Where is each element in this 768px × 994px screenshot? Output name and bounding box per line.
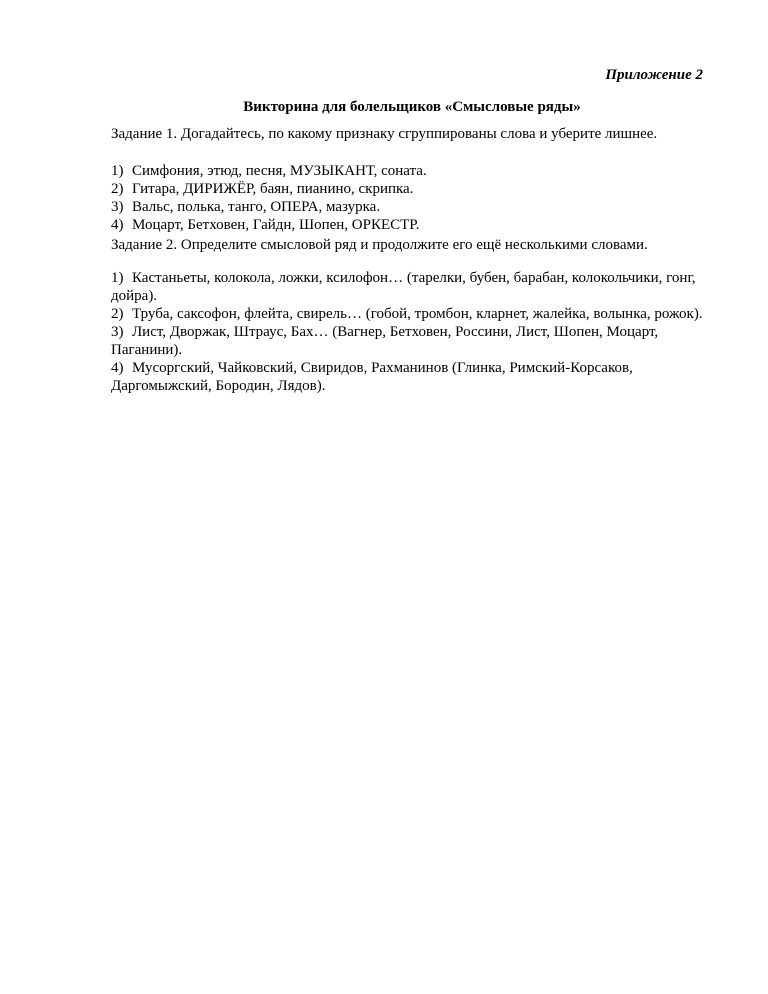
list-item-text: Моцарт, Бетховен, Гайдн, Шопен, ОРКЕСТР. (132, 217, 420, 233)
list-item-text: Вальс, полька, танго, ОПЕРА, мазурка. (132, 199, 381, 215)
task2-heading: Задание 2. Определите смысловой ряд и продолжите его ещё несколькими словами. (111, 237, 648, 253)
task2-list (111, 269, 711, 395)
list-item-number: 1) (111, 270, 124, 286)
list-item (111, 162, 427, 180)
list-item (111, 305, 711, 323)
list-item-text: Гитара, ДИРИЖЁР, баян, пианино, скрипка. (132, 181, 414, 197)
list-item (111, 323, 711, 359)
list-item-number: 1) (111, 163, 124, 179)
list-item-number: 2) (111, 306, 124, 322)
list-item-number: 3) (111, 199, 124, 215)
list-item-number: 3) (111, 324, 124, 340)
list-item-text: Мусоргский, Чайковский, Свиридов, Рахманинов (Глинка, Римский-Корсаков, Даргомыжский, Бородин, Лядов). (111, 360, 633, 394)
list-item-text: Симфония, этюд, песня, МУЗЫКАНТ, соната. (132, 163, 427, 179)
list-item (111, 359, 711, 395)
list-item-text: Кастаньеты, колокола, ложки, ксилофон… (тарелки, бубен, барабан, колокольчики, гонг, дойра). (111, 270, 696, 304)
list-item (111, 269, 711, 305)
list-item-text: Лист, Дворжак, Штраус, Бах… (Вагнер, Бетховен, Россини, Лист, Шопен, Моцарт, Паганини). (111, 324, 659, 358)
list-item (111, 216, 427, 234)
list-item-number: 2) (111, 181, 124, 197)
list-item-number: 4) (111, 217, 124, 233)
list-item-text: Труба, саксофон, флейта, свирель… (гобой, тромбон, кларнет, жалейка, волынка, рожок). (132, 306, 703, 322)
list-item-number: 4) (111, 360, 124, 376)
page-title: Викторина для болельщиков «Смысловые ряды» (243, 99, 581, 115)
task1-heading: Задание 1. Догадайтесь, по какому признаку сгруппированы слова и уберите лишнее. (111, 126, 658, 142)
list-item (111, 180, 427, 198)
appendix-label: Приложение 2 (605, 67, 703, 83)
task1-list (111, 162, 427, 234)
list-item (111, 198, 427, 216)
